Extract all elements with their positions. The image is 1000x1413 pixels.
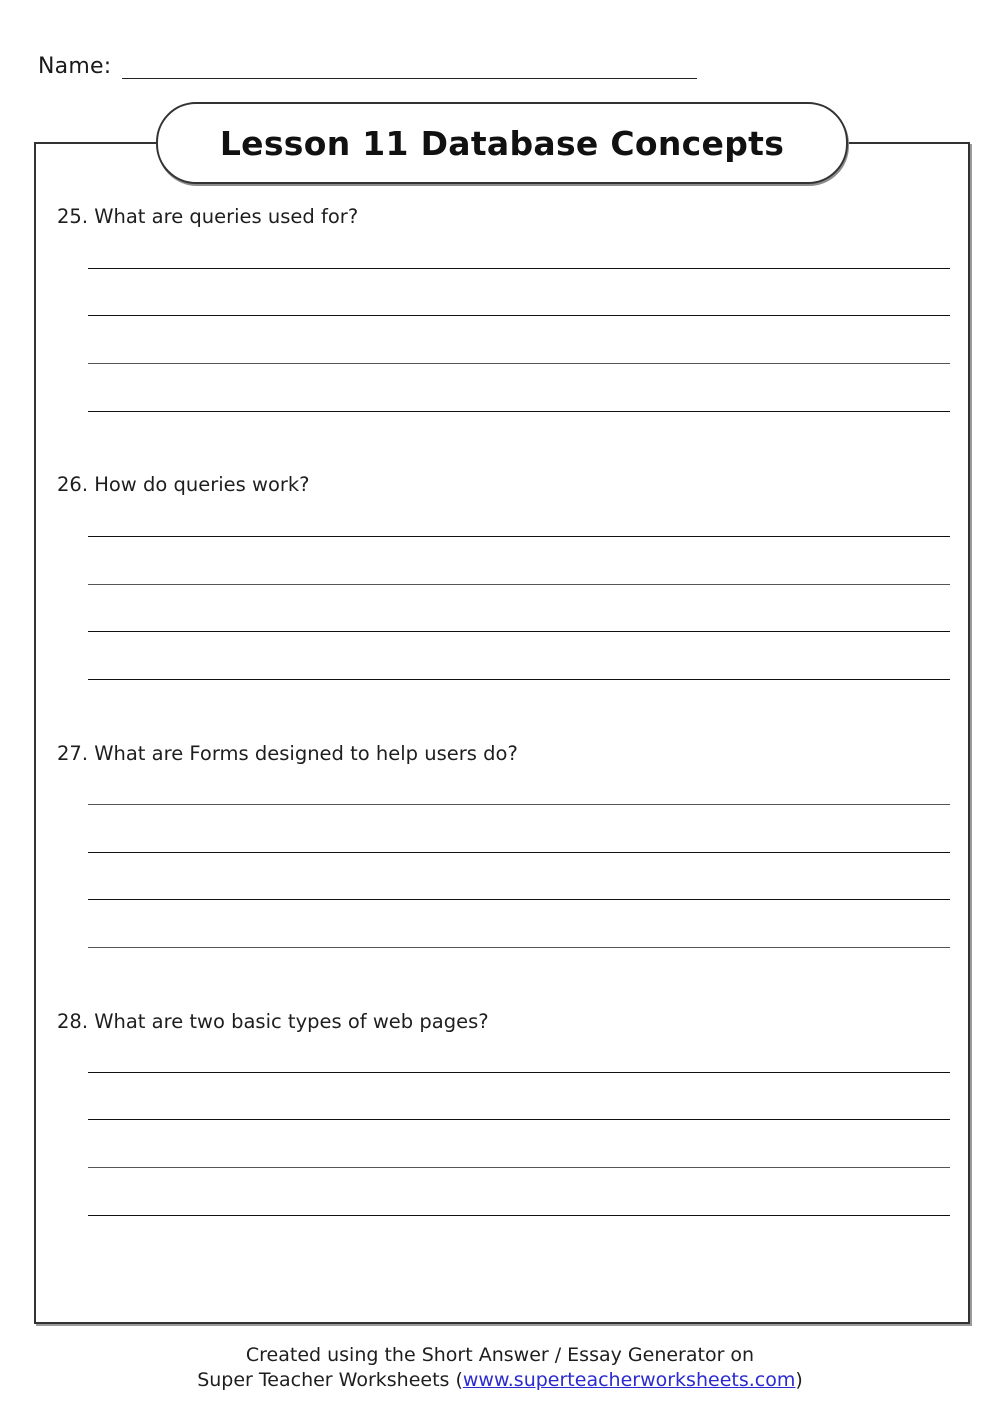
name-label: Name:: [38, 54, 112, 79]
question-number: 28.: [57, 1010, 89, 1033]
answer-line-27-4[interactable]: [88, 947, 950, 948]
question-text: How do queries work?: [94, 473, 310, 496]
answer-line-25-3[interactable]: [88, 363, 950, 364]
question-text: What are Forms designed to help users do?: [94, 742, 518, 765]
answer-line-26-2[interactable]: [88, 584, 950, 585]
footer-website-link[interactable]: www.superteacherworksheets.com: [462, 1369, 796, 1391]
answer-line-27-1[interactable]: [88, 804, 950, 805]
answer-line-28-1[interactable]: [88, 1072, 950, 1073]
footer-source-prefix: Super Teacher Worksheets (: [197, 1369, 463, 1391]
name-field-line[interactable]: [122, 78, 697, 79]
answer-line-28-4[interactable]: [88, 1215, 950, 1216]
question-28: [57, 1010, 489, 1033]
answer-line-26-3[interactable]: [88, 631, 950, 632]
answer-line-28-3[interactable]: [88, 1167, 950, 1168]
question-number: 26.: [57, 473, 89, 496]
answer-line-25-1[interactable]: [88, 268, 950, 269]
page-title: Lesson 11 Database Concepts: [219, 123, 785, 163]
answer-line-28-2[interactable]: [88, 1119, 950, 1120]
footer-source-line: [0, 1369, 1000, 1391]
answer-line-26-1[interactable]: [88, 536, 950, 537]
question-25: [57, 205, 358, 228]
question-text: What are two basic types of web pages?: [94, 1010, 489, 1033]
question-number: 25.: [57, 205, 89, 228]
answer-line-27-3[interactable]: [88, 899, 950, 900]
question-text: What are queries used for?: [94, 205, 359, 228]
worksheet-frame: [34, 142, 970, 1324]
frame-top-border-left: [34, 142, 158, 144]
answer-line-25-2[interactable]: [88, 315, 950, 316]
footer-credit-line: Created using the Short Answer / Essay Generator on: [245, 1344, 755, 1366]
footer-source-suffix: ): [795, 1369, 803, 1391]
answer-line-27-2[interactable]: [88, 852, 950, 853]
question-number: 27.: [57, 742, 89, 765]
title-banner: [156, 102, 848, 184]
answer-line-26-4[interactable]: [88, 679, 950, 680]
answer-line-25-4[interactable]: [88, 411, 950, 412]
question-26: [57, 473, 310, 496]
frame-top-border-right: [844, 142, 968, 144]
question-27: [57, 742, 518, 765]
